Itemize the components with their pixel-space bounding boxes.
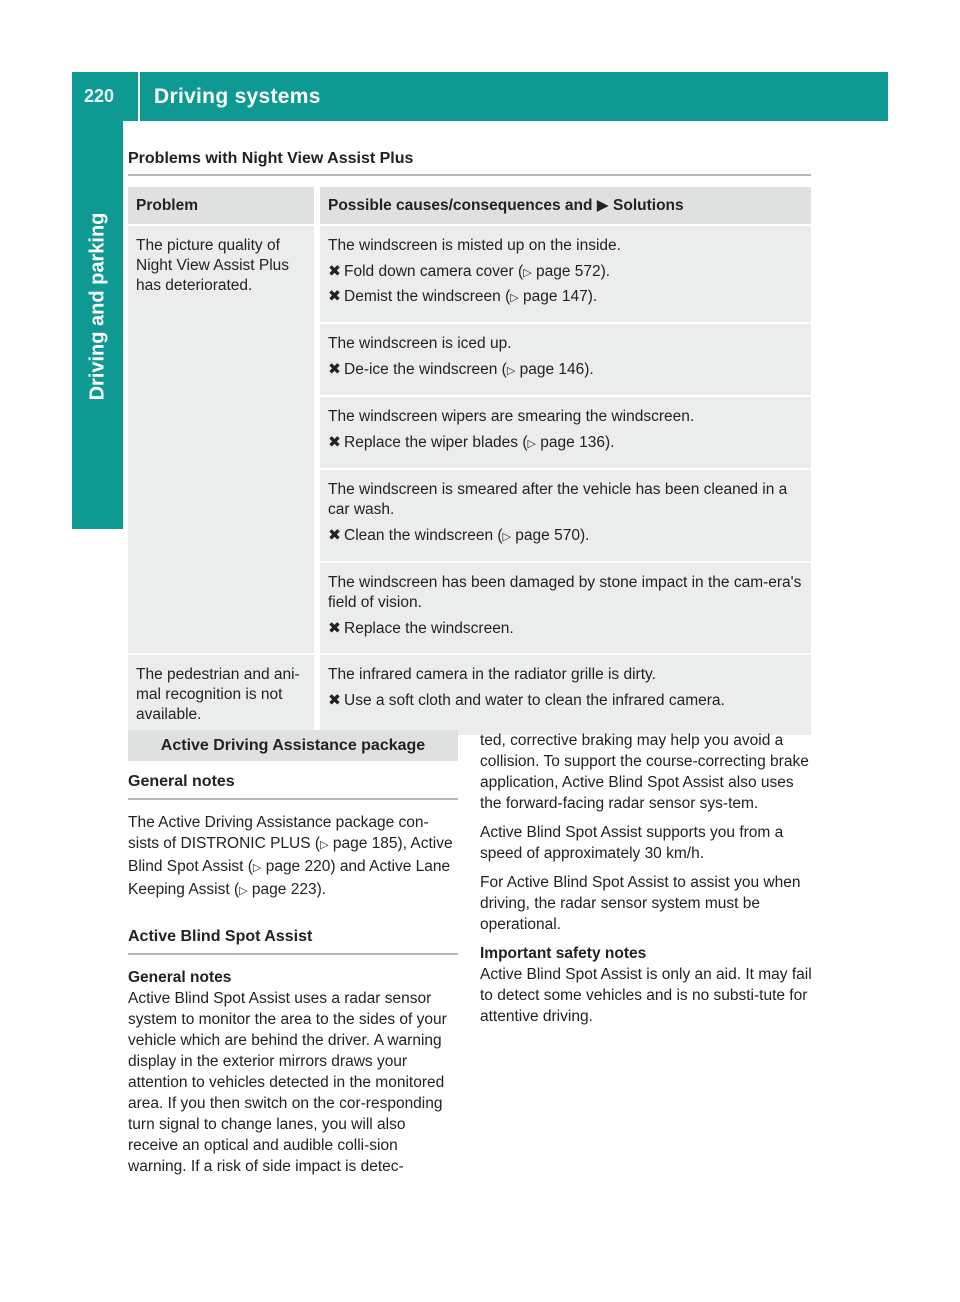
page-ref-link[interactable]: page 146).: [515, 361, 594, 378]
action-arrow-icon: ✖: [328, 692, 341, 709]
col-header-causes: Possible causes/consequences and ▶ Solutions: [320, 187, 811, 226]
page-ref-icon: ▷: [502, 531, 511, 543]
page-ref-icon: ▷: [239, 885, 248, 897]
section-title: Problems with Night View Assist Plus: [128, 150, 811, 176]
support-text: Active Blind Spot Assist supports you from a speed of approximately 30 km/h.: [480, 824, 784, 862]
action-arrow-icon: ✖: [328, 288, 341, 305]
table-row: [128, 655, 811, 737]
problem-cell: The pedestrian and ani-mal recognition is not available.: [128, 655, 320, 737]
cause-cell: The windscreen is smeared after the vehicle has been cleaned in a car wash. ✖ Clean the windscreen (▷ page 570).: [320, 470, 811, 563]
package-heading: Active Driving Assistance package: [128, 730, 458, 761]
page-ref-icon: ▷: [510, 292, 519, 304]
action-arrow-icon: ✖: [328, 620, 341, 637]
right-column: [480, 730, 812, 1035]
col-header-problem: Problem: [128, 187, 320, 226]
safety-notes-heading: Important safety notes: [480, 945, 647, 962]
page-ref-icon: ▷: [506, 365, 516, 377]
page-ref-icon: ▷: [320, 839, 329, 851]
table-row: [128, 226, 811, 324]
page-ref-link[interactable]: page 572).: [531, 263, 611, 280]
chapter-title: Driving systems: [154, 84, 321, 108]
side-tab: [72, 121, 123, 529]
cause-cell: The windscreen wipers are smearing the windscreen. ✖ Replace the wiper blades (▷ page 136).: [320, 397, 811, 470]
blind-spot-general-notes-text: Active Blind Spot Assist uses a radar sensor system to monitor the area to the sides of your vehicle which are behind the driver. A warning display in the exterior mirrors draws your attention to vehicles detected in the monitored area. If you then switch on the cor-responding turn signal to change lanes, you will also receive an optical and audible colli-sion warning. If a risk of side impact is detec-: [128, 990, 447, 1175]
blind-spot-general-notes-heading: General notes: [128, 969, 232, 986]
problems-table: [128, 187, 811, 737]
page-ref-icon: ▷: [527, 438, 536, 450]
page-number: 220: [84, 86, 115, 106]
page-ref-icon: ▷: [252, 862, 262, 874]
side-tab-marker: [72, 470, 123, 529]
general-notes-heading: General notes: [128, 771, 458, 800]
action-arrow-icon: ✖: [328, 527, 341, 544]
left-column: [128, 730, 458, 1185]
action-arrow-icon: ✖: [328, 434, 341, 451]
continued-text: ted, corrective braking may help you avoid a collision. To support the course-correcting brake application, Active Blind Spot Assist also uses the forward-facing radar sensor sys-tem.: [480, 732, 809, 812]
cause-cell: The infrared camera in the radiator grille is dirty. ✖ Use a soft cloth and water to clean the infrared camera.: [320, 655, 811, 737]
page-ref-link[interactable]: page 136).: [536, 434, 615, 451]
general-notes-text: The Active Driving Assistance package con-sists of DISTRONIC PLUS (▷ page 185), Active Blind Spot Assist (▷ page 220) and Active Lane Keeping Assist (▷ page 223).: [128, 814, 453, 898]
cause-cell: The windscreen is iced up. ✖ De-ice the windscreen (▷ page 146).: [320, 324, 811, 397]
page-ref-link[interactable]: page 147).: [518, 288, 598, 305]
action-arrow-icon: ✖: [328, 263, 341, 280]
safety-notes-text: Active Blind Spot Assist is only an aid. It may fail to detect some vehicles and is no substi-tute for attentive driving.: [480, 966, 812, 1025]
cause-cell: The windscreen has been damaged by stone impact in the cam-era's field of vision. ✖ Replace the windscreen.: [320, 563, 811, 655]
page-ref-link[interactable]: page 570).: [511, 527, 590, 544]
page-ref-icon: ▷: [523, 267, 532, 279]
side-tab-label: Driving and parking: [86, 212, 108, 400]
action-arrow-icon: ✖: [328, 361, 341, 378]
operational-text: For Active Blind Spot Assist to assist you when driving, the radar sensor system must be operational.: [480, 874, 801, 933]
solution-arrow-icon: ▶: [596, 197, 609, 214]
blind-spot-heading: Active Blind Spot Assist: [128, 926, 458, 955]
page-header: [72, 72, 888, 121]
problem-cell: The picture quality of Night View Assist Plus has deteriorated.: [128, 226, 320, 655]
cause-cell: The windscreen is misted up on the inside. ✖ Fold down camera cover (▷ page 572). ✖ Demist the windscreen (▷ page 147).: [320, 226, 811, 324]
